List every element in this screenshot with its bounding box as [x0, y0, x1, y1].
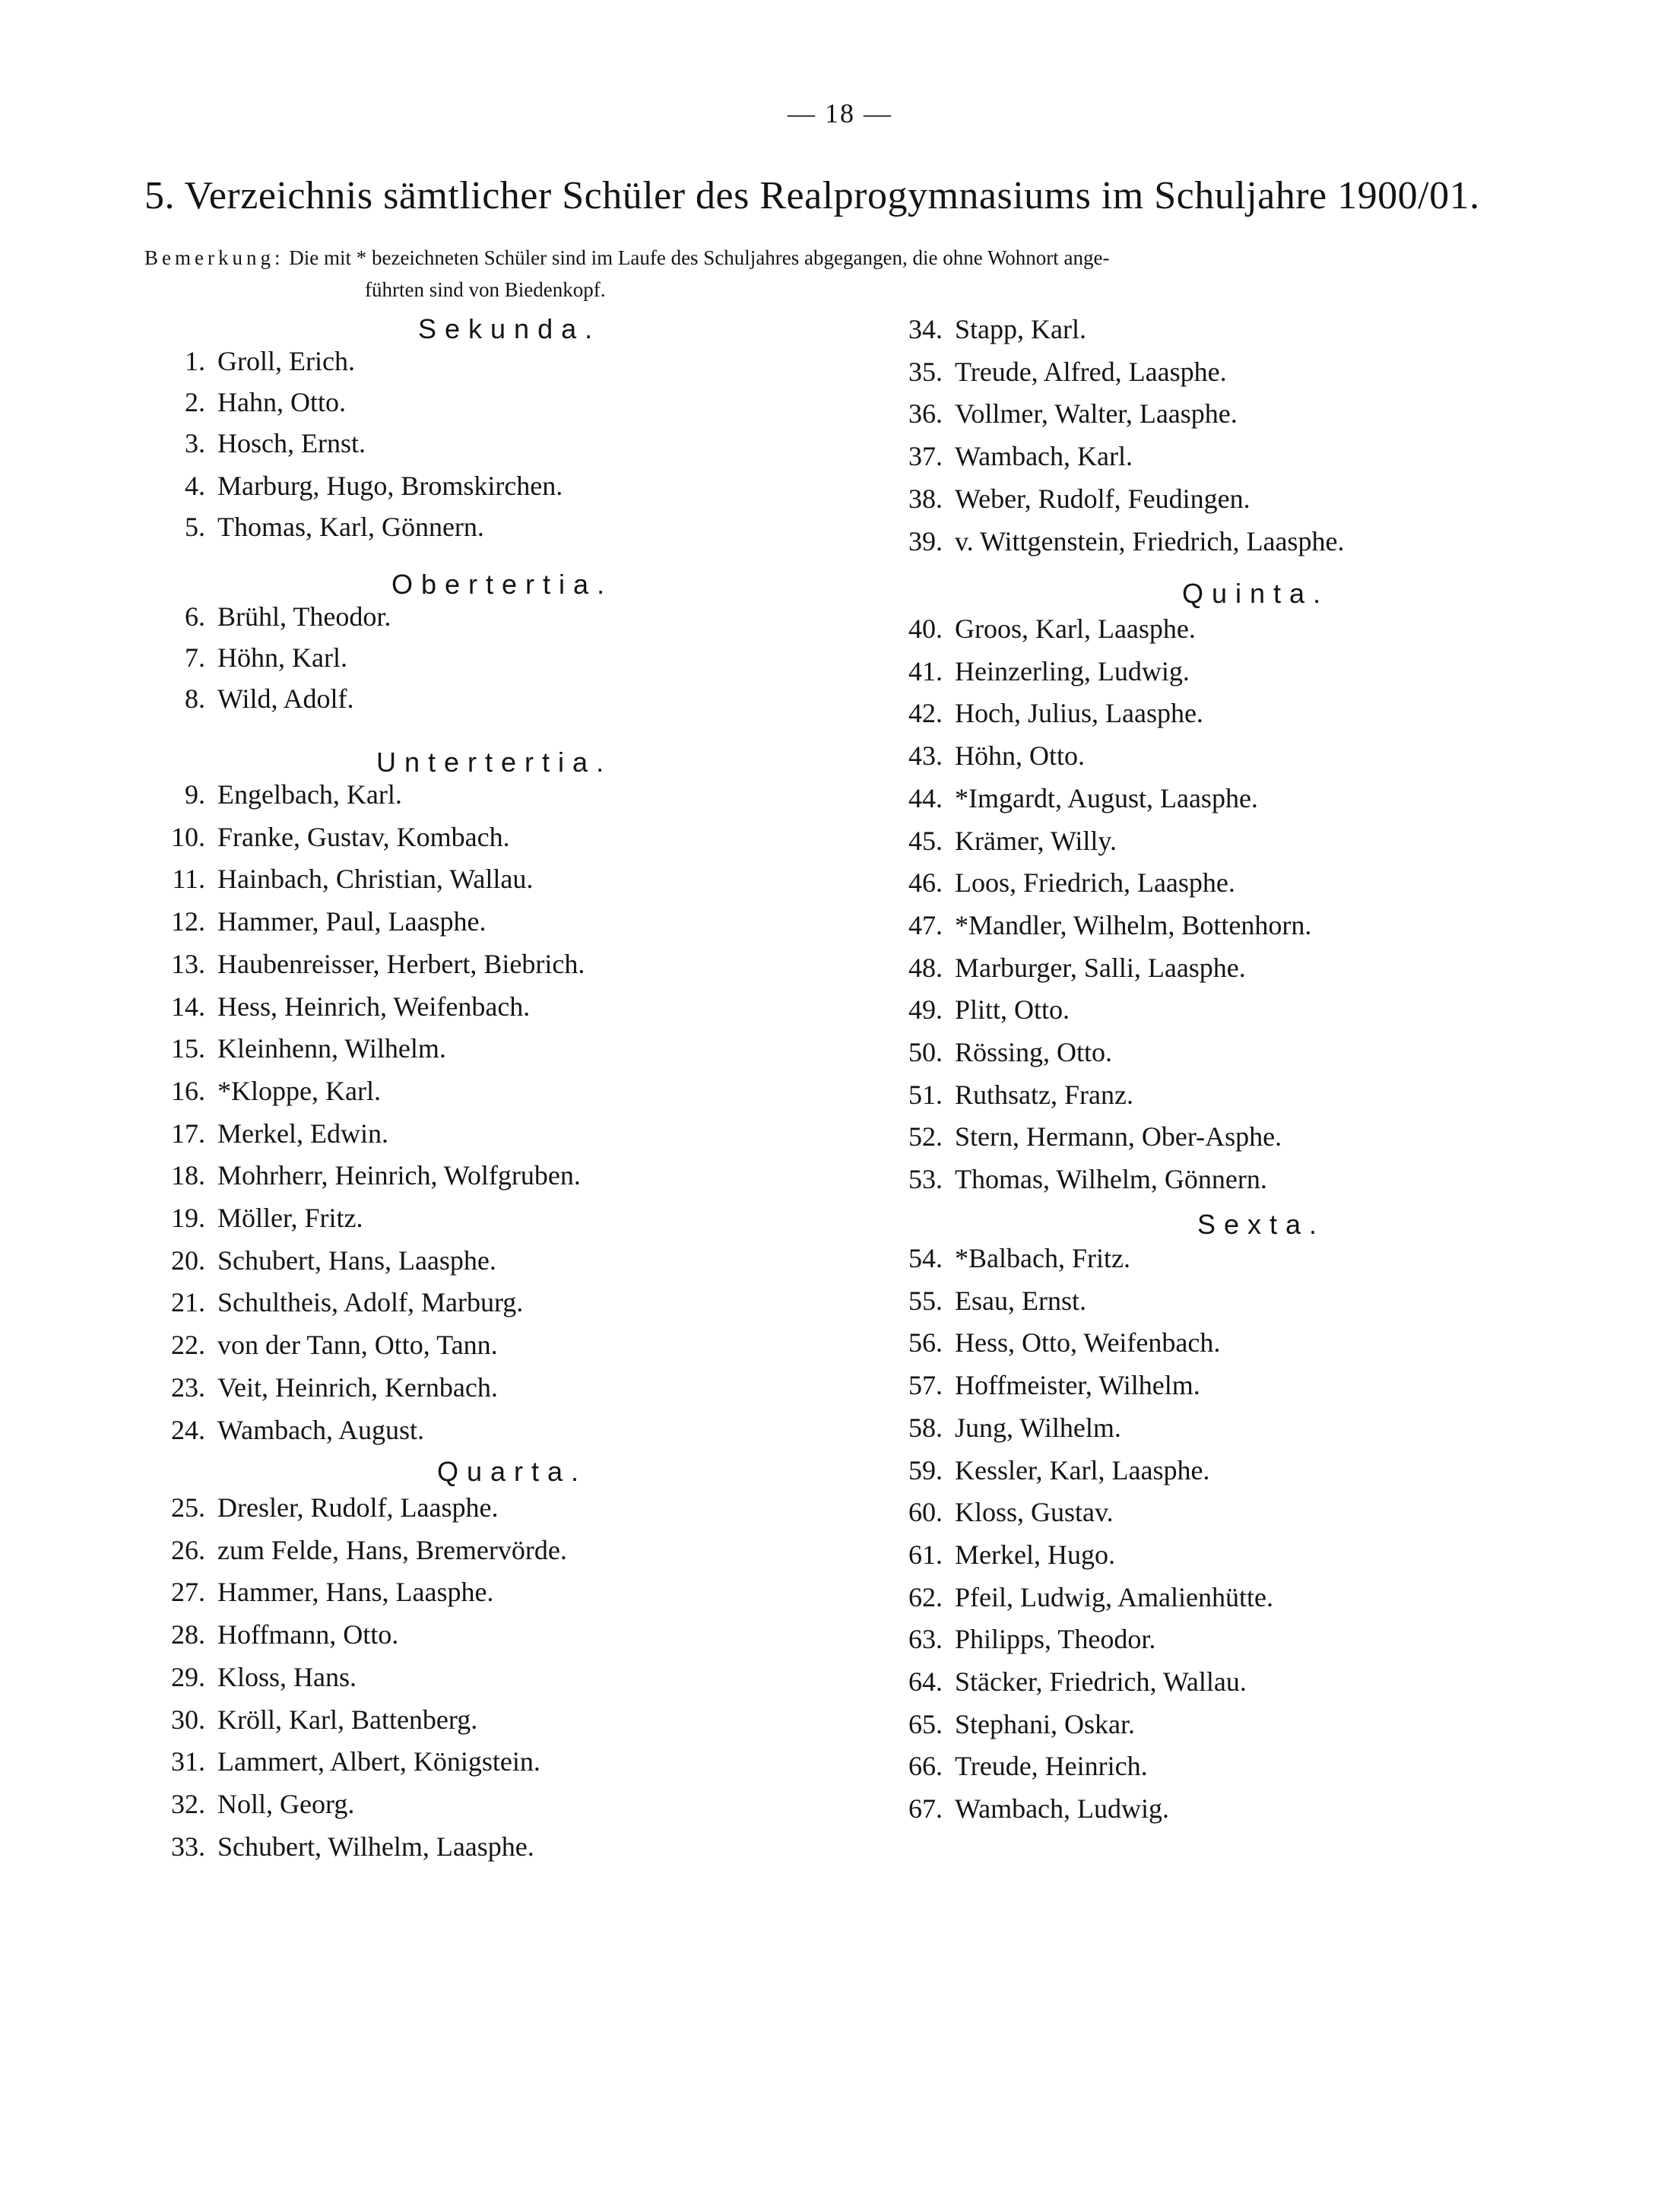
- list-item-name: Hammer, Hans, Laasphe.: [217, 1577, 494, 1608]
- list-item-name: Philipps, Theodor.: [955, 1624, 1156, 1655]
- list-item-name: Treude, Heinrich.: [955, 1751, 1148, 1782]
- list-item-name: Hess, Otto, Weifenbach.: [955, 1327, 1221, 1359]
- list-item-name: Schubert, Wilhelm, Laasphe.: [217, 1831, 534, 1862]
- list-item-number: 60.: [908, 1497, 943, 1528]
- list-item-name: *Mandler, Wilhelm, Bottenhorn.: [955, 909, 1312, 940]
- list-item-number: 63.: [908, 1624, 943, 1655]
- list-item-number: 18.: [171, 1160, 205, 1191]
- list-item-name: v. Wittgenstein, Friedrich, Laasphe.: [955, 525, 1345, 556]
- list-item: [0, 991, 1070, 1029]
- section-heading-quinta: Quinta.: [1182, 578, 1330, 609]
- list-item-number: 10.: [171, 821, 205, 852]
- remark: [144, 242, 1634, 306]
- list-item-number: 51.: [908, 1079, 943, 1110]
- list-item-name: Jung, Wilhelm.: [955, 1412, 1121, 1443]
- list-item-number: 36.: [908, 398, 943, 430]
- list-item-name: Marburger, Salli, Laasphe.: [955, 952, 1246, 983]
- list-item: [0, 1324, 1220, 1362]
- list-item-number: 29.: [171, 1661, 205, 1692]
- list-item-name: Rössing, Otto.: [955, 1037, 1113, 1067]
- list-item-name: Wambach, Karl.: [955, 441, 1133, 472]
- list-item-number: 24.: [171, 1414, 205, 1445]
- list-item-number: 48.: [908, 952, 943, 983]
- list-item-number: 11.: [172, 864, 205, 895]
- list-item: [0, 437, 1133, 475]
- list-item-number: 40.: [908, 613, 943, 644]
- list-item-name: Mohrherr, Heinrich, Wolfgruben.: [217, 1160, 581, 1191]
- list-item-number: 23.: [171, 1371, 205, 1403]
- list-item-name: Engelbach, Karl.: [217, 779, 402, 810]
- list-item-number: 45.: [908, 825, 943, 856]
- list-item: [0, 395, 1238, 433]
- list-item-name: Hosch, Ernst.: [217, 428, 366, 458]
- list-item-name: Thomas, Wilhelm, Gönnern.: [955, 1164, 1267, 1195]
- list-item-name: Kröll, Karl, Battenberg.: [217, 1704, 478, 1735]
- section-heading-sekunda: Sekunda.: [418, 313, 601, 344]
- list-item: [0, 1705, 1135, 1743]
- section-heading-quarta: Quarta.: [437, 1456, 588, 1487]
- list-item: [0, 1747, 1148, 1785]
- list-item-number: 39.: [908, 525, 943, 556]
- list-item: [0, 1366, 1200, 1404]
- list-item-number: 30.: [171, 1704, 205, 1735]
- list-item: [0, 1663, 1247, 1701]
- list-item-name: Veit, Heinrich, Kernbach.: [217, 1371, 498, 1403]
- list-item-name: Noll, Georg.: [217, 1788, 355, 1819]
- list-item: [0, 1620, 1155, 1658]
- list-item: [0, 779, 1258, 817]
- list-item-number: 8.: [185, 683, 205, 714]
- list-item: [0, 1239, 1130, 1277]
- list-item: [0, 1828, 534, 1866]
- section-heading-obertertia: Obertertia.: [391, 569, 613, 600]
- list-item-name: Stern, Hermann, Ober-Asphe.: [955, 1121, 1282, 1152]
- list-item-number: 4.: [185, 471, 205, 501]
- list-item-name: Franke, Gustav, Kombach.: [217, 821, 510, 852]
- list-item-name: zum Felde, Hans, Bremervörde.: [217, 1534, 567, 1565]
- list-item: [0, 1409, 1121, 1447]
- list-item: [0, 1160, 1267, 1198]
- list-item: [0, 864, 1235, 902]
- list-item-number: 56.: [908, 1327, 943, 1359]
- list-item: [0, 610, 1196, 648]
- list-item-name: Stephani, Oskar.: [955, 1708, 1135, 1739]
- list-item: [0, 1578, 1273, 1616]
- list-item-number: 13.: [171, 948, 205, 979]
- list-item-name: Krämer, Willy.: [955, 825, 1117, 856]
- list-item: [0, 652, 1190, 690]
- list-item-number: 12.: [171, 906, 205, 937]
- list-item-number: 33.: [171, 1831, 205, 1862]
- list-item-number: 37.: [908, 441, 943, 472]
- list-item-number: 67.: [908, 1793, 943, 1825]
- list-item-number: 35.: [908, 356, 943, 387]
- list-item-name: Kloss, Hans.: [217, 1661, 357, 1692]
- list-item-number: 57.: [908, 1370, 943, 1401]
- list-item-number: 20.: [171, 1244, 205, 1276]
- section-heading-untertertia: Untertertia.: [376, 747, 613, 778]
- list-item-number: 15.: [171, 1033, 205, 1064]
- list-item-number: 52.: [908, 1121, 943, 1152]
- list-item-name: Weber, Rudolf, Feudingen.: [955, 483, 1250, 514]
- list-item-number: 38.: [908, 483, 943, 514]
- list-item-name: Hainbach, Christian, Wallau.: [217, 864, 534, 895]
- list-item-number: 3.: [185, 428, 205, 458]
- list-item: [0, 522, 1344, 560]
- list-item-name: Plitt, Otto.: [955, 994, 1070, 1026]
- list-item-name: *Imgardt, August, Laasphe.: [955, 782, 1258, 813]
- list-item: [0, 949, 1246, 987]
- list-item: [0, 1282, 1086, 1320]
- list-item-number: 61.: [908, 1539, 943, 1570]
- list-item-number: 31.: [171, 1746, 205, 1777]
- list-item-name: Hoffmann, Otto.: [217, 1619, 399, 1650]
- list-item-name: Wambach, August.: [217, 1414, 425, 1445]
- list-item-number: 50.: [908, 1037, 943, 1067]
- list-item: [0, 353, 1227, 391]
- list-item: [0, 822, 1117, 860]
- list-item: [0, 694, 1203, 732]
- list-item-number: 34.: [908, 314, 943, 344]
- list-item-number: 46.: [908, 867, 943, 899]
- list-item: [0, 1199, 363, 1237]
- list-item: [0, 1451, 1209, 1489]
- list-item-number: 62.: [908, 1581, 943, 1612]
- list-item-number: 55.: [908, 1285, 943, 1316]
- list-item-number: 53.: [908, 1164, 943, 1195]
- list-item-number: 7.: [185, 642, 205, 673]
- remark-text: Die mit * bezeichneten Schüler sind im Laufe des Schuljahres abgegangen, die ohne Wohnort ange-: [289, 246, 1110, 269]
- list-item-name: Pfeil, Ludwig, Amalienhütte.: [955, 1581, 1273, 1612]
- list-item-name: Marburg, Hugo, Bromskirchen.: [217, 471, 563, 501]
- list-item-number: 5.: [185, 512, 205, 542]
- list-item-name: Kleinhenn, Wilhelm.: [217, 1033, 446, 1064]
- list-item-number: 22.: [171, 1330, 205, 1361]
- list-item-name: Hoch, Julius, Laasphe.: [955, 698, 1203, 729]
- list-item-name: Hammer, Paul, Laasphe.: [217, 906, 487, 937]
- list-item-name: Hoffmeister, Wilhelm.: [955, 1370, 1200, 1401]
- list-item-name: Merkel, Hugo.: [955, 1539, 1115, 1570]
- list-item-number: 17.: [171, 1118, 205, 1149]
- list-item-name: Lammert, Albert, Königstein.: [217, 1746, 540, 1777]
- list-item-name: *Kloppe, Karl.: [217, 1075, 381, 1106]
- list-item-number: 43.: [908, 740, 943, 772]
- list-item-name: Höhn, Karl.: [217, 642, 347, 673]
- list-item-number: 25.: [171, 1492, 205, 1523]
- list-item: [0, 1076, 1133, 1114]
- list-item-number: 14.: [171, 991, 205, 1022]
- list-item-name: *Balbach, Fritz.: [955, 1243, 1130, 1273]
- list-item-name: Ruthsatz, Franz.: [955, 1079, 1133, 1110]
- list-item-name: Esau, Ernst.: [955, 1285, 1086, 1316]
- list-item-name: Kloss, Gustav.: [955, 1497, 1114, 1528]
- list-item-number: 9.: [185, 779, 205, 810]
- list-item: [0, 906, 1311, 944]
- list-item: [0, 1790, 1169, 1828]
- list-item-name: Möller, Fritz.: [217, 1203, 363, 1233]
- list-item-number: 16.: [171, 1075, 205, 1106]
- list-item-name: Dresler, Rudolf, Laasphe.: [217, 1492, 499, 1523]
- list-item-name: Treude, Alfred, Laasphe.: [955, 356, 1227, 387]
- list-item-name: von der Tann, Otto, Tann.: [217, 1330, 498, 1361]
- list-item-name: Hahn, Otto.: [217, 387, 346, 417]
- list-item-number: 1.: [185, 346, 205, 376]
- list-item-number: 58.: [908, 1412, 943, 1443]
- list-item: [0, 1033, 1112, 1071]
- list-item-number: 41.: [908, 655, 943, 686]
- page-number: — 18 —: [788, 98, 892, 128]
- list-item-name: Vollmer, Walter, Laasphe.: [955, 398, 1238, 430]
- list-item-number: 47.: [908, 909, 943, 940]
- list-item-name: Höhn, Otto.: [955, 740, 1085, 772]
- list-item-number: 32.: [171, 1788, 205, 1819]
- list-item-number: 27.: [171, 1577, 205, 1608]
- list-item-number: 21.: [171, 1287, 205, 1318]
- remark-text-continued: führten sind von Biedenkopf.: [365, 278, 606, 301]
- list-item-name: Schubert, Hans, Laasphe.: [217, 1244, 496, 1276]
- list-item: [0, 480, 1250, 518]
- list-item-number: 59.: [908, 1454, 943, 1485]
- list-item-number: 2.: [185, 387, 205, 417]
- list-item: [0, 737, 1085, 775]
- list-item-name: Wild, Adolf.: [217, 683, 354, 714]
- list-item-number: 49.: [908, 994, 943, 1026]
- remark-label: Bemerkung:: [144, 246, 284, 269]
- list-item-number: 66.: [908, 1751, 943, 1782]
- list-item-name: Merkel, Edwin.: [217, 1118, 388, 1149]
- list-item-number: 64.: [908, 1666, 943, 1697]
- list-item-number: 54.: [908, 1243, 943, 1273]
- list-item-number: 26.: [171, 1534, 205, 1565]
- list-item-name: Loos, Friedrich, Laasphe.: [955, 867, 1235, 899]
- list-item-name: Kessler, Karl, Laasphe.: [955, 1454, 1210, 1485]
- list-item-name: Schultheis, Adolf, Marburg.: [217, 1287, 524, 1318]
- list-item-name: Brühl, Theodor.: [217, 601, 391, 632]
- list-item-name: Thomas, Karl, Gönnern.: [217, 512, 484, 542]
- list-item-number: 28.: [171, 1619, 205, 1650]
- list-item-name: Groll, Erich.: [217, 346, 355, 376]
- list-item: [0, 1118, 1282, 1156]
- list-item-name: Stapp, Karl.: [955, 314, 1086, 344]
- list-item: [0, 1536, 1115, 1574]
- list-item-name: Stäcker, Friedrich, Wallau.: [955, 1666, 1247, 1697]
- list-item: [0, 310, 1086, 348]
- list-item-name: Haubenreisser, Herbert, Biebrich.: [217, 948, 585, 979]
- list-item-number: 65.: [908, 1708, 943, 1739]
- list-item-number: 42.: [908, 698, 943, 729]
- list-item-number: 19.: [171, 1203, 205, 1233]
- section-heading-sexta: Sexta.: [1197, 1209, 1326, 1240]
- list-item-name: Groos, Karl, Laasphe.: [955, 613, 1196, 644]
- list-item-number: 44.: [908, 782, 943, 813]
- list-item-name: Wambach, Ludwig.: [955, 1793, 1170, 1825]
- list-item-name: Hess, Heinrich, Weifenbach.: [217, 991, 531, 1022]
- list-item: [0, 1493, 1114, 1531]
- page-title: 5. Verzeichnis sämtlicher Schüler des Realprogymnasiums im Schuljahre 1900/01.: [144, 174, 1480, 217]
- list-item-number: 6.: [185, 601, 205, 632]
- list-item-name: Heinzerling, Ludwig.: [955, 655, 1190, 686]
